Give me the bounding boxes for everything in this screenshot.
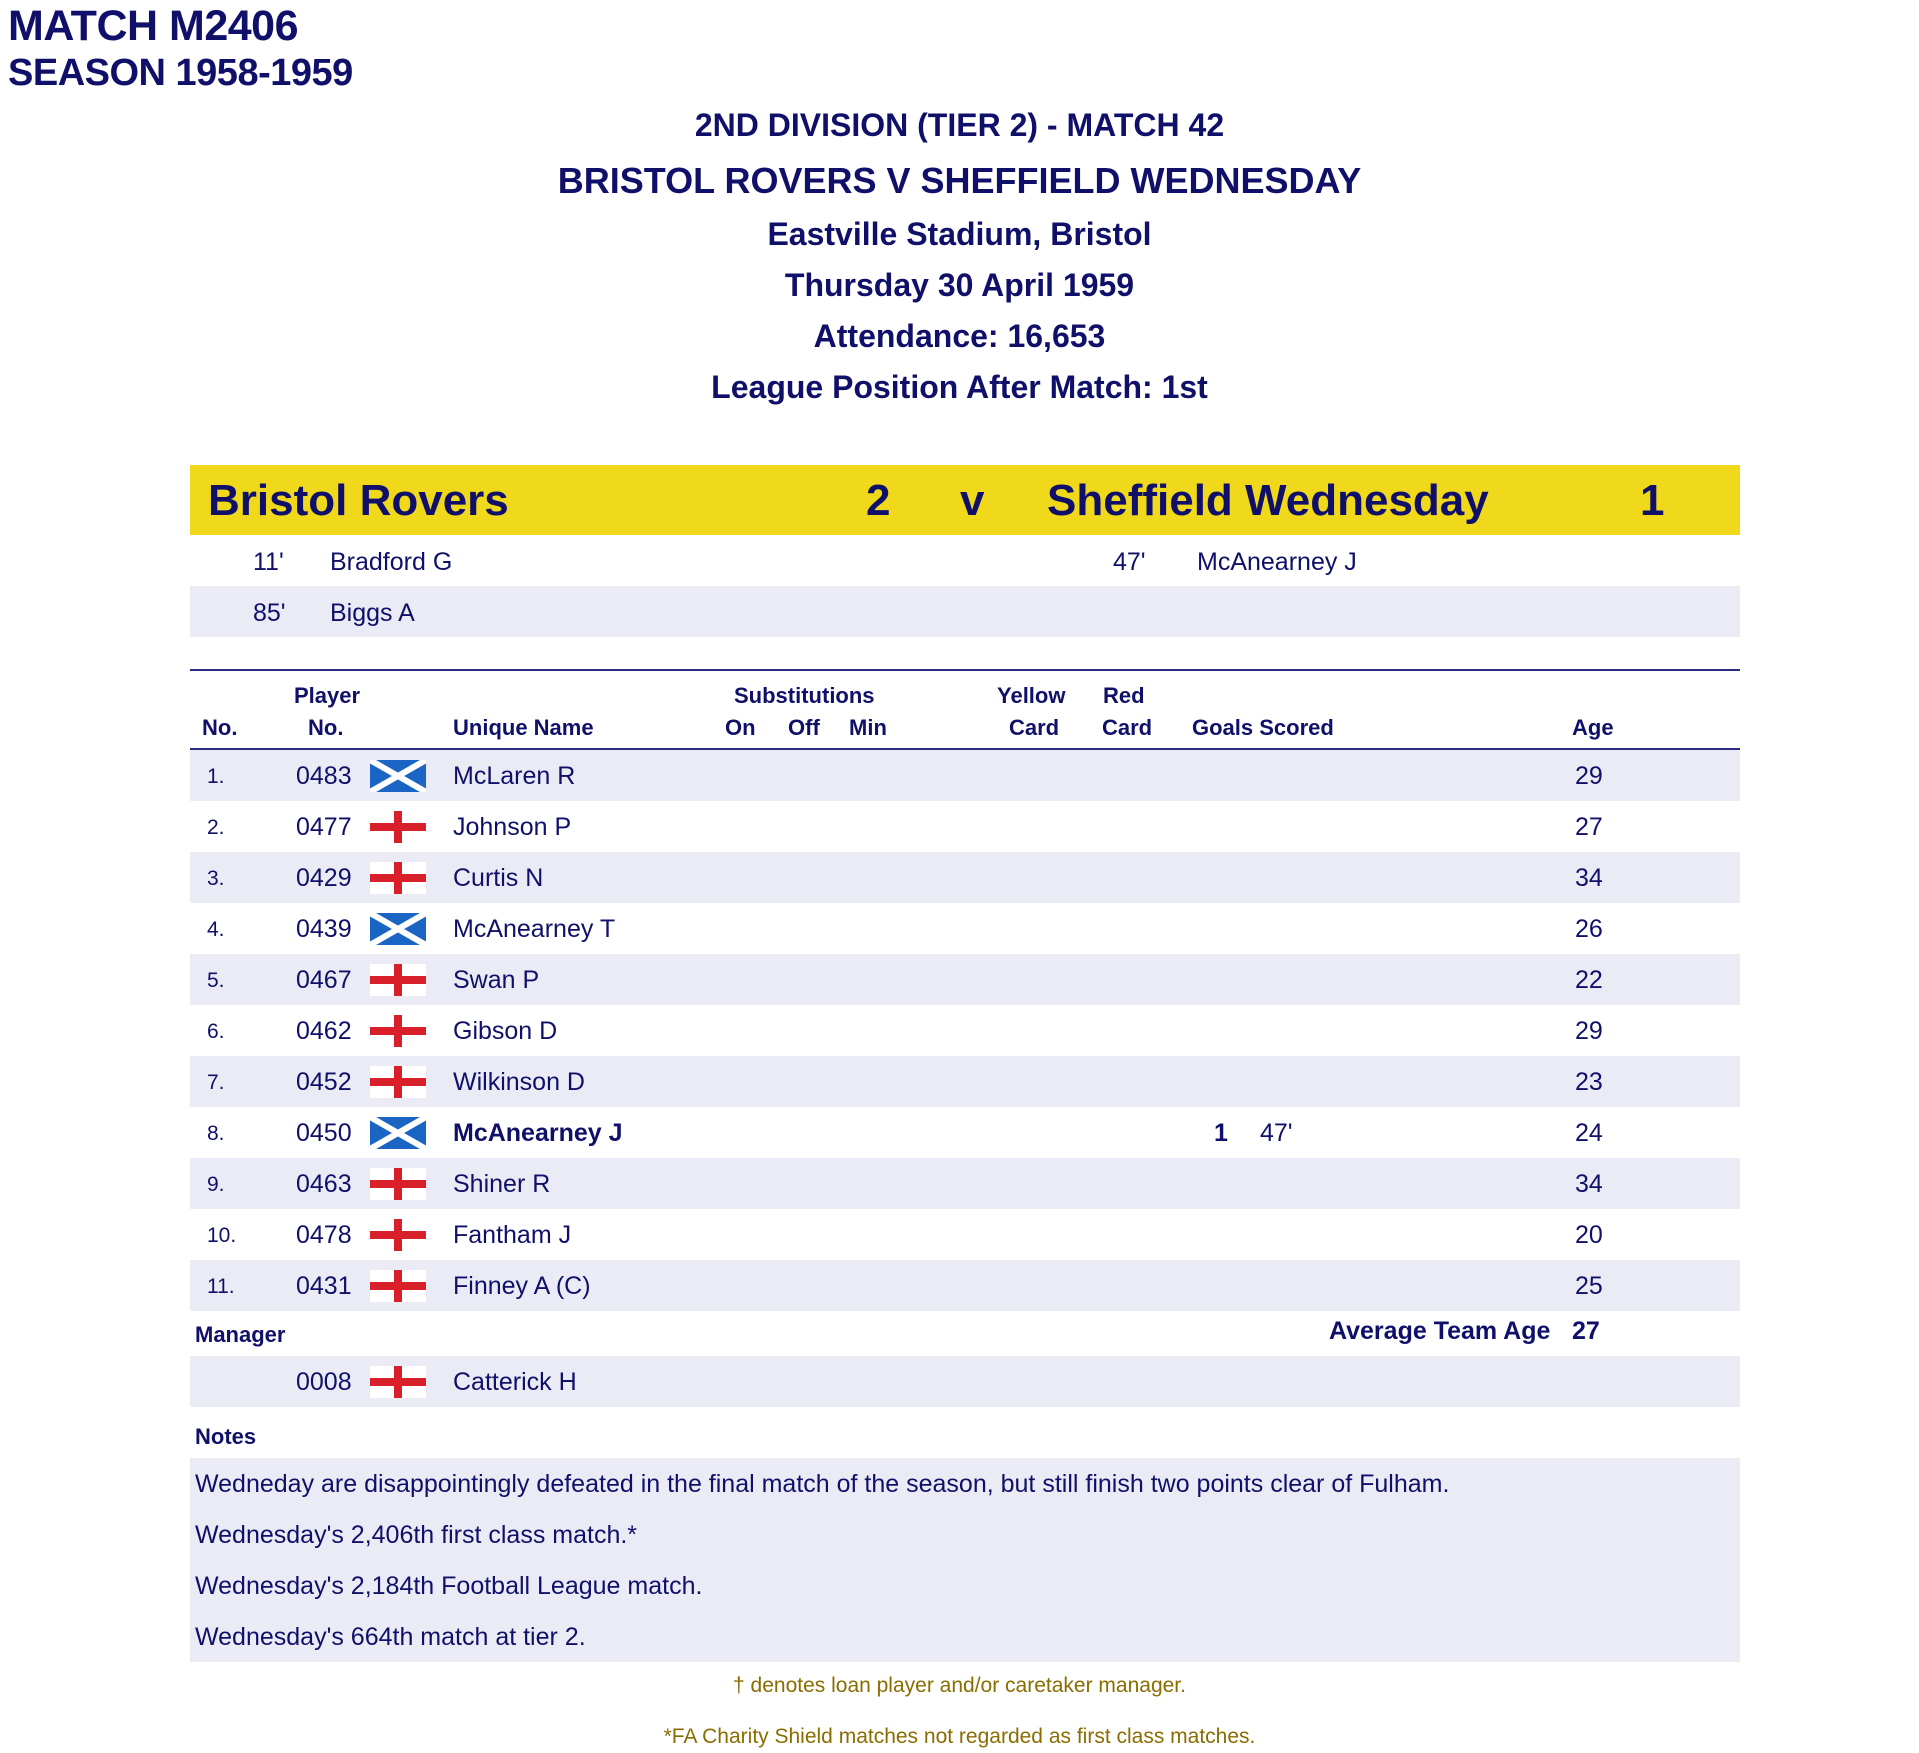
home-score: 2 [866, 476, 891, 525]
england-flag-icon [370, 1270, 426, 1302]
col-red-top: Red [1103, 683, 1145, 708]
average-age-label: Average Team Age [1329, 1317, 1551, 1345]
season-label: SEASON 1958-1959 [8, 52, 353, 94]
home-scorer-minute: 11' [253, 548, 284, 576]
player-name: McLaren R [453, 762, 576, 790]
col-red-bottom: Card [1102, 715, 1153, 740]
player-name: Finney A (C) [453, 1272, 591, 1300]
row-number: 1. [207, 765, 225, 788]
player-age: 22 [1575, 966, 1603, 994]
scotland-flag-icon [370, 913, 426, 945]
footnote-charity-shield: *FA Charity Shield matches not regarded as first class matches. [663, 1725, 1256, 1748]
player-name: Johnson P [453, 813, 572, 841]
row-number: 3. [207, 867, 225, 890]
match-code: MATCH M2406 [8, 2, 298, 50]
note-line: Wednesday's 664th match at tier 2. [195, 1623, 586, 1651]
player-number: 0477 [296, 813, 352, 841]
england-flag-icon [370, 1366, 426, 1398]
away-scorer-name: McAnearney J [1197, 548, 1357, 576]
player-name: Curtis N [453, 864, 544, 892]
header-top-rule [190, 669, 1740, 671]
note-line: Wednesday's 2,184th Football League match. [195, 1572, 703, 1600]
player-age: 29 [1575, 762, 1603, 790]
england-flag-icon [370, 862, 426, 894]
date-heading: Thursday 30 April 1959 [784, 267, 1135, 303]
player-name: McAnearney T [453, 915, 616, 943]
row-number: 6. [207, 1020, 225, 1043]
venue-heading: Eastville Stadium, Bristol [767, 216, 1152, 252]
row-number: 11. [207, 1275, 235, 1298]
goals-count: 1 [1214, 1119, 1228, 1147]
player-number: 0463 [296, 1170, 352, 1198]
away-team-name: Sheffield Wednesday [1047, 476, 1489, 525]
league-position-heading: League Position After Match: 1st [711, 369, 1208, 405]
player-name: Fantham J [453, 1221, 572, 1249]
home-team-name: Bristol Rovers [208, 476, 509, 525]
player-age: 24 [1575, 1119, 1603, 1147]
col-player-bottom: No. [308, 715, 344, 740]
row-number: 4. [207, 918, 225, 941]
col-age: Age [1572, 715, 1614, 740]
row-number: 2. [207, 816, 225, 839]
col-substitutions: Substitutions [734, 683, 875, 708]
col-goals-scored: Goals Scored [1192, 715, 1334, 740]
player-number: 0429 [296, 864, 352, 892]
england-flag-icon [370, 1168, 426, 1200]
score-banner [190, 465, 1740, 535]
col-subs-off: Off [788, 715, 820, 740]
col-yellow-bottom: Card [1009, 715, 1060, 740]
fixture-heading: BRISTOL ROVERS V SHEFFIELD WEDNESDAY [557, 160, 1362, 201]
player-number: 0467 [296, 966, 352, 994]
player-age: 34 [1575, 1170, 1603, 1198]
away-score: 1 [1640, 476, 1665, 525]
player-name: Wilkinson D [453, 1068, 585, 1096]
col-unique-name: Unique Name [453, 715, 594, 740]
col-subs-on: On [725, 715, 756, 740]
home-scorer-name: Biggs A [330, 599, 415, 627]
attendance-heading: Attendance: 16,653 [813, 318, 1106, 354]
away-scorer-minute: 47' [1113, 548, 1146, 576]
col-yellow-top: Yellow [997, 683, 1066, 708]
england-flag-icon [370, 1219, 426, 1251]
notes-heading: Notes [195, 1424, 257, 1449]
row-number: 9. [207, 1173, 225, 1196]
versus-label: v [960, 476, 985, 525]
row-number: 10. [207, 1224, 237, 1247]
row-number: 8. [207, 1122, 225, 1145]
player-number: 0431 [296, 1272, 352, 1300]
player-number: 0450 [296, 1119, 352, 1147]
england-flag-icon [370, 1015, 426, 1047]
player-name: Gibson D [453, 1017, 558, 1045]
competition-heading: 2ND DIVISION (TIER 2) - MATCH 42 [694, 107, 1225, 143]
home-scorer-minute: 85' [253, 599, 286, 627]
player-age: 27 [1575, 813, 1603, 841]
player-name: Shiner R [453, 1170, 551, 1198]
col-subs-min: Min [849, 715, 887, 740]
note-line: Wedneday are disappointingly defeated in the final match of the season, but still finish two points clear of Fulham. [195, 1470, 1450, 1498]
average-age-value: 27 [1572, 1317, 1600, 1345]
england-flag-icon [370, 811, 426, 843]
player-age: 20 [1575, 1221, 1603, 1249]
player-name: Swan P [453, 966, 540, 994]
note-line: Wednesday's 2,406th first class match.* [195, 1521, 638, 1549]
scotland-flag-icon [370, 760, 426, 792]
row-number: 5. [207, 969, 225, 992]
manager-name: Catterick H [453, 1368, 577, 1396]
player-number: 0462 [296, 1017, 352, 1045]
row-number: 7. [207, 1071, 225, 1094]
scotland-flag-icon [370, 1117, 426, 1149]
player-number: 0452 [296, 1068, 352, 1096]
col-no: No. [202, 715, 238, 740]
col-player-top: Player [294, 683, 361, 708]
scorers-stripe [190, 586, 1740, 637]
player-age: 29 [1575, 1017, 1603, 1045]
player-age: 25 [1575, 1272, 1603, 1300]
player-age: 34 [1575, 864, 1603, 892]
player-number: 0439 [296, 915, 352, 943]
player-age: 23 [1575, 1068, 1603, 1096]
player-age: 26 [1575, 915, 1603, 943]
manager-heading: Manager [195, 1322, 286, 1347]
manager-player-no: 0008 [296, 1368, 352, 1396]
goal-minute: 47' [1260, 1119, 1293, 1147]
england-flag-icon [370, 964, 426, 996]
england-flag-icon [370, 1066, 426, 1098]
player-name: McAnearney J [453, 1119, 623, 1147]
player-number: 0478 [296, 1221, 352, 1249]
home-scorer-name: Bradford G [330, 548, 453, 576]
player-number: 0483 [296, 762, 352, 790]
footnote-loan: † denotes loan player and/or caretaker manager. [733, 1674, 1186, 1697]
